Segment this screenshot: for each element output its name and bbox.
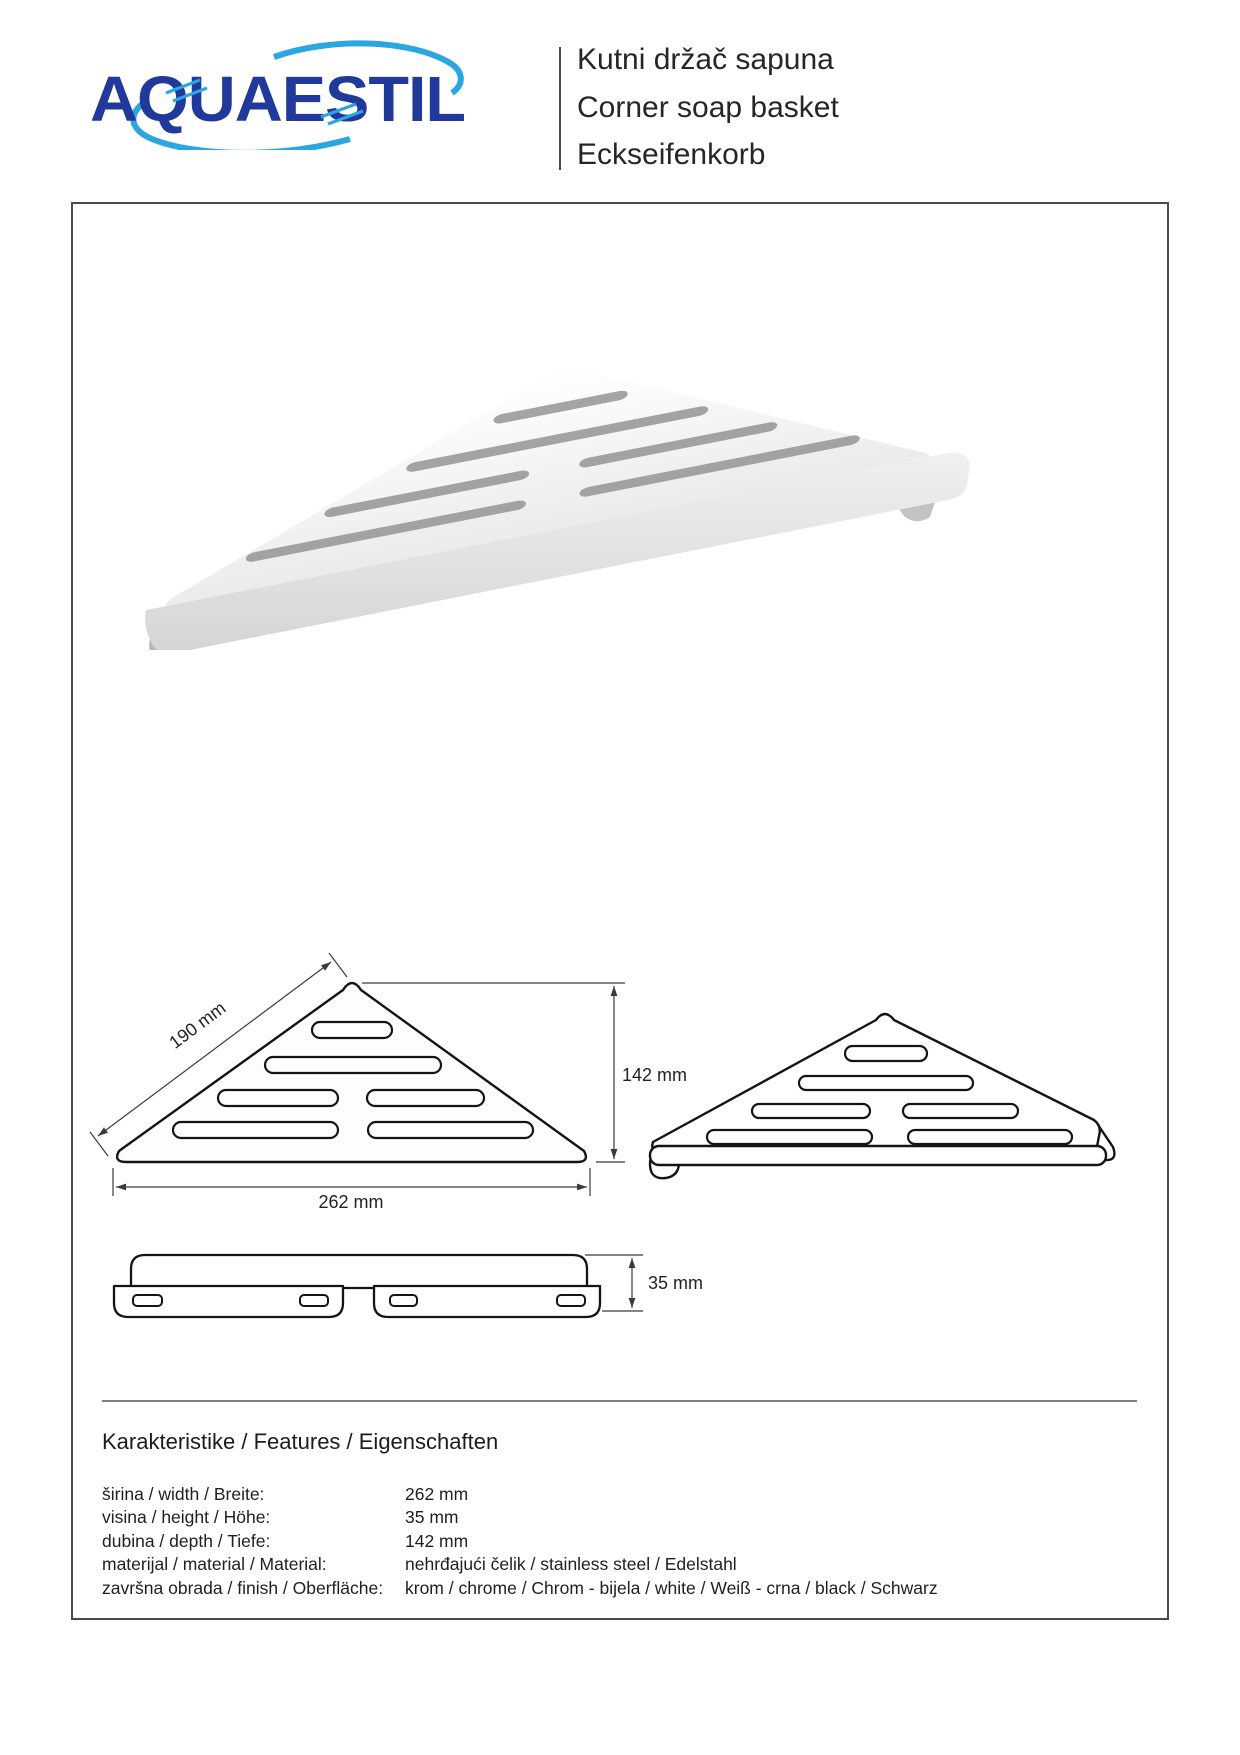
feature-label: završna obrada / finish / Oberfläche: <box>102 1578 384 1598</box>
feature-label: visina / height / Höhe: <box>102 1507 271 1527</box>
feature-value: 262 mm <box>405 1484 469 1504</box>
drawing-front-view <box>640 1000 1125 1200</box>
drawing-side-view <box>105 1245 705 1335</box>
dim-35-label: 35 mm <box>648 1273 704 1293</box>
features-divider <box>102 1400 1137 1402</box>
logo-text: AQUAESTIL <box>90 63 465 135</box>
drawing-top-view <box>85 945 695 1215</box>
feature-value: krom / chrome / Chrom - bijela / white / Weiß - crna / black / Schwarz <box>405 1578 938 1598</box>
title-divider <box>559 47 561 170</box>
feature-row <box>102 1554 737 1575</box>
dim-262-label: 262 mm <box>318 1192 384 1212</box>
dim-142-label: 142 mm <box>622 1065 688 1085</box>
feature-value: 142 mm <box>405 1531 469 1551</box>
product-render <box>110 345 1000 650</box>
front-view-rail <box>650 1146 1106 1165</box>
feature-label: dubina / depth / Tiefe: <box>102 1531 271 1551</box>
product-title-hr: Kutni držač sapuna <box>577 43 834 76</box>
dim-190-label: 190 mm <box>165 997 230 1053</box>
feature-value: nehrđajući čelik / stainless steel / Edelstahl <box>405 1554 737 1574</box>
feature-row <box>102 1578 938 1599</box>
feature-row <box>102 1484 468 1505</box>
features-heading: Karakteristike / Features / Eigenschaften <box>102 1429 499 1454</box>
product-title-en: Corner soap basket <box>577 90 839 124</box>
feature-label: širina / width / Breite: <box>102 1484 265 1504</box>
feature-row <box>102 1531 468 1552</box>
product-titles <box>577 36 839 179</box>
side-view-plate <box>131 1255 587 1288</box>
product-title-de: Eckseifenkorb <box>577 138 766 171</box>
aquaestil-logo <box>78 35 478 150</box>
feature-value: 35 mm <box>405 1507 459 1527</box>
feature-label: materijal / material / Material: <box>102 1554 327 1574</box>
feature-row <box>102 1507 458 1528</box>
